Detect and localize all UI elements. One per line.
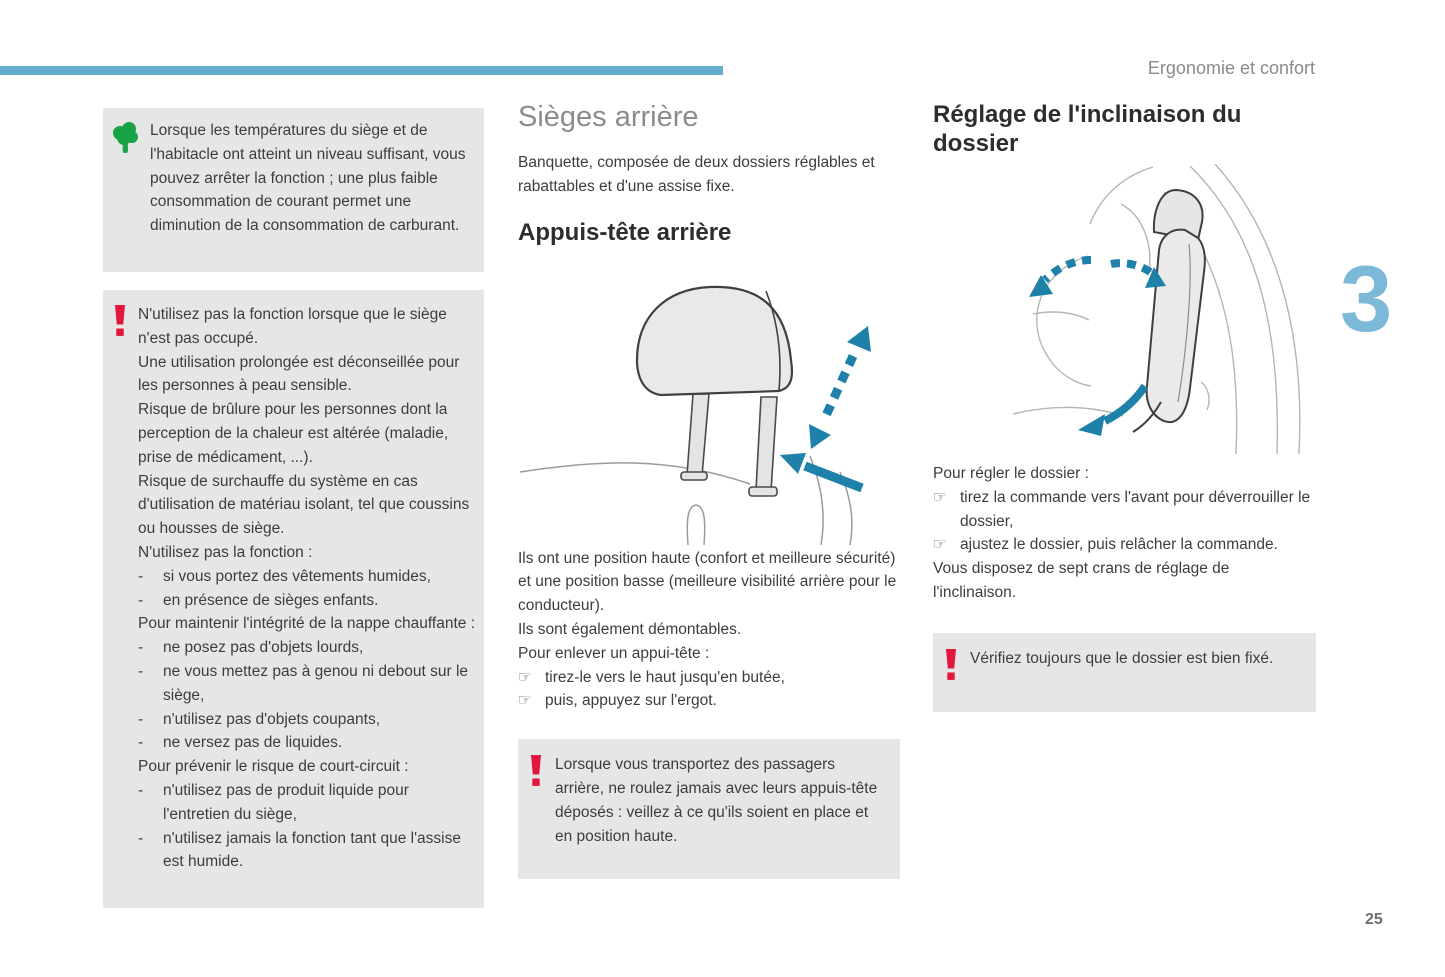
section-title: Sièges arrière xyxy=(518,101,699,133)
section-intro: Banquette, composée de deux dossiers réglables et rabattables et d'une assise fixe. xyxy=(518,154,875,195)
height-adjust-dashed-arrow-icon xyxy=(809,326,871,449)
headrest-warning-box xyxy=(518,739,900,879)
list-item xyxy=(138,565,476,589)
paragraph: Pour régler le dossier : xyxy=(933,465,1089,482)
seatback-recline-illustration xyxy=(933,164,1316,454)
seatback-recline-section xyxy=(933,100,1316,712)
dash-marker: - xyxy=(138,734,144,752)
warning-paragraph: Une utilisation prolongée est déconseillée pour les personnes à peau sensible. xyxy=(138,353,460,395)
dash-marker: - xyxy=(138,662,144,680)
list-item xyxy=(138,660,476,708)
dash-marker: - xyxy=(138,639,144,657)
subsection-title: Appuis-tête arrière xyxy=(518,218,732,246)
headrest-posts xyxy=(681,394,777,496)
paragraph: Pour enlever un appui-tête : xyxy=(518,644,710,662)
dash-marker: - xyxy=(138,567,144,585)
paragraph: Vous disposez de sept crans de réglage de l'inclinaison. xyxy=(933,560,1230,601)
chapter-number: 3 xyxy=(1340,246,1393,351)
pointer-icon: ☞ xyxy=(933,536,947,554)
list-item xyxy=(138,779,476,827)
seat-slot-outline xyxy=(687,505,704,545)
seatback-shape xyxy=(1133,190,1205,432)
warning-paragraph: Risque de brûlure pour les personnes dont la perception de la chaleur est altérée (maladie, prise de médicament, ...). xyxy=(138,401,449,466)
seatback-warning-box xyxy=(933,633,1316,712)
list-item xyxy=(138,731,476,755)
section-title: Réglage de l'inclinaison du dossier xyxy=(933,101,1242,157)
tree-icon xyxy=(112,122,139,163)
list-item xyxy=(138,827,476,875)
instruction-step xyxy=(518,689,900,713)
list-item-text: si vous portez des vêtements humides, xyxy=(163,567,431,585)
unlock-lever-arrow-icon xyxy=(1078,386,1145,436)
headrest-instructions xyxy=(518,547,900,714)
list-item xyxy=(138,589,476,613)
step-text: tirez la commande vers l'avant pour déverrouiller le dossier, xyxy=(960,488,1311,530)
pointer-icon: ☞ xyxy=(518,668,532,686)
list-item-text: n'utilisez jamais la fonction tant que l'assise est humide. xyxy=(163,829,461,871)
post-release-arrow-icon xyxy=(780,453,862,488)
step-text: puis, appuyez sur l'ergot. xyxy=(545,692,717,710)
instruction-step xyxy=(933,533,1316,557)
list-item-text: en présence de sièges enfants. xyxy=(163,591,379,609)
headrest-shape xyxy=(637,286,792,394)
dash-marker: - xyxy=(138,829,144,847)
dash-marker: - xyxy=(138,591,144,609)
instruction-step xyxy=(933,486,1316,534)
heating-warning-box xyxy=(103,290,484,908)
list-item xyxy=(138,708,476,732)
pointer-icon: ☞ xyxy=(518,692,532,710)
paragraph: Ils ont une position haute (confort et meilleure sécurité) et une position basse (meilleure visibilité arrière pour le conducteur). xyxy=(518,549,897,615)
rear-headrest-adjustment-illustration xyxy=(518,260,900,545)
page-number: 25 xyxy=(1365,911,1383,928)
dash-marker: - xyxy=(138,781,144,799)
eco-info-box xyxy=(103,108,484,272)
list-item xyxy=(138,636,476,660)
warning-text: Vérifiez toujours que le dossier est bien fixé. xyxy=(970,649,1274,667)
recline-instructions xyxy=(933,462,1316,605)
page-header-title: Ergonomie et confort xyxy=(1147,58,1315,78)
warning-paragraph: N'utilisez pas la fonction : xyxy=(138,543,313,561)
rear-seats-section xyxy=(518,100,900,879)
list-item-text: ne vous mettez pas à genou ni debout sur le siège, xyxy=(163,662,469,704)
paragraph: Ils sont également démontables. xyxy=(518,620,742,638)
dash-marker: - xyxy=(138,710,144,728)
step-text: tirez-le vers le haut jusqu'en butée, xyxy=(545,668,785,686)
warning-icon xyxy=(114,305,126,344)
warning-icon xyxy=(945,649,957,688)
pointer-icon: ☞ xyxy=(933,488,947,506)
recline-forward-dashed-arrow-icon xyxy=(1029,260,1091,297)
list-item-text: n'utilisez pas d'objets coupants, xyxy=(163,710,381,728)
warning-paragraph: Risque de surchauffe du système en cas d'utilisation de matériau isolant, tel que coussins ou housses de siège. xyxy=(138,472,470,538)
chapter-accent-bar xyxy=(0,66,723,75)
list-item-text: ne posez pas d'objets lourds, xyxy=(163,639,364,657)
eco-text: Lorsque les températures du siège et de l'habitacle ont atteint un niveau suffisant, vous pouvez arrêter la fonction ; une plus faible consommation de courant permet une diminution de la consommation de carburant. xyxy=(150,122,466,235)
list-item-text: ne versez pas de liquides. xyxy=(163,734,343,752)
warning-icon xyxy=(530,755,542,794)
seatback-outline xyxy=(520,462,750,483)
warning-paragraph: Pour maintenir l'intégrité de la nappe chauffante : xyxy=(138,615,476,633)
list-item-text: n'utilisez pas de produit liquide pour l'entretien du siège, xyxy=(163,781,409,823)
warning-text: Lorsque vous transportez des passagers arrière, ne roulez jamais avec leurs appuis-tête déposés : veillez à ce qu'ils soient en place et en position haute. xyxy=(555,756,878,845)
step-text: ajustez le dossier, puis relâcher la commande. xyxy=(960,536,1278,554)
instruction-step xyxy=(518,666,900,690)
warning-paragraph: N'utilisez pas la fonction lorsque que le siège n'est pas occupé. xyxy=(138,306,447,347)
warning-paragraph: Pour prévenir le risque de court-circuit : xyxy=(138,758,409,776)
